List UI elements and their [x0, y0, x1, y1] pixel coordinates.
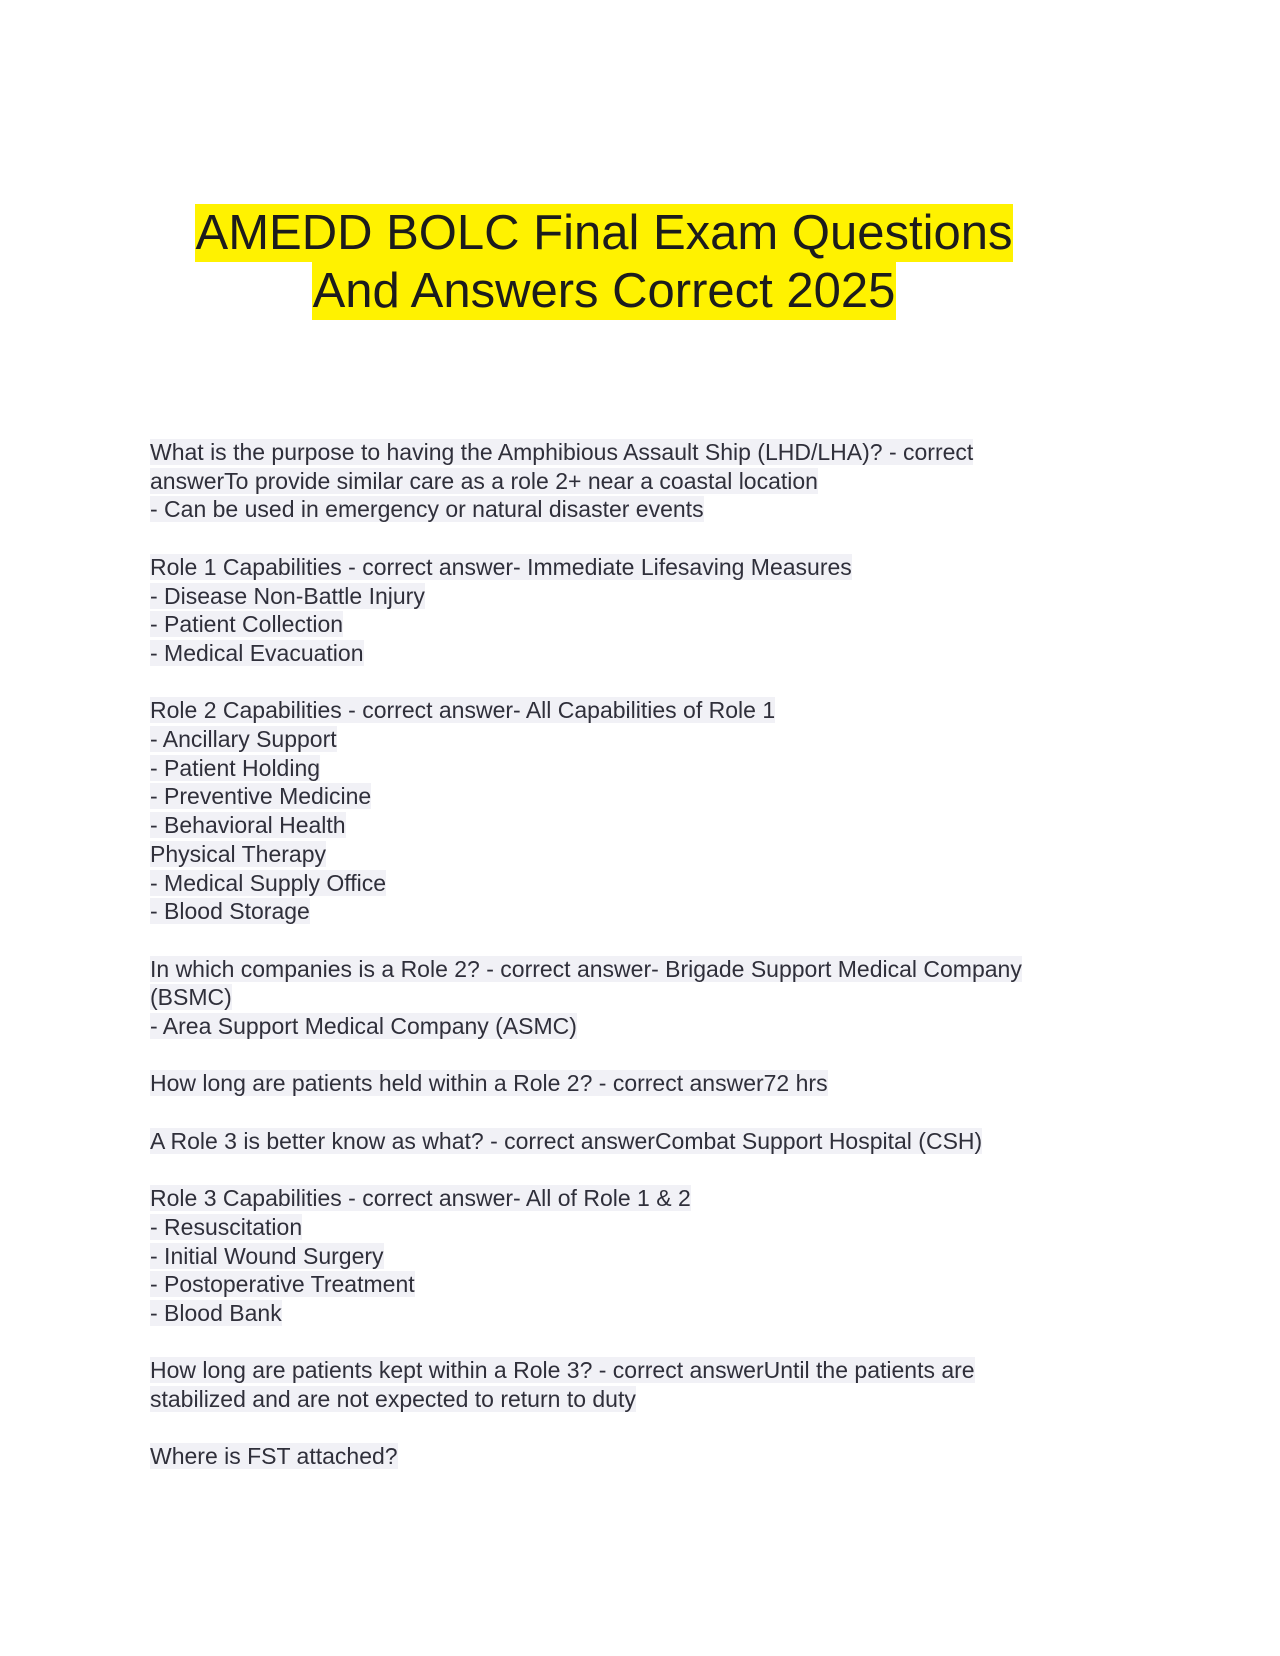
- qa-item-role2-companies: [150, 955, 1110, 1041]
- qa-line: - Area Support Medical Company (ASMC): [150, 1013, 577, 1040]
- qa-line: - Preventive Medicine: [150, 783, 372, 810]
- title-line-2: And Answers Correct 2025: [312, 264, 896, 318]
- qa-item-role3-name: [150, 1127, 1110, 1156]
- qa-line: Role 2 Capabilities - correct answer- All Capabilities of Role 1: [150, 697, 776, 724]
- qa-line: Role 3 Capabilities - correct answer- All of Role 1 & 2: [150, 1185, 691, 1212]
- qa-content: [150, 438, 1110, 1500]
- qa-line: - Initial Wound Surgery: [150, 1242, 384, 1269]
- qa-line: - Blood Storage: [150, 898, 310, 925]
- qa-line: (BSMC): [150, 984, 232, 1011]
- qa-line: - Patient Collection: [150, 611, 344, 638]
- qa-line: stabilized and are not expected to return to duty: [150, 1386, 636, 1413]
- qa-line: - Medical Supply Office: [150, 869, 387, 896]
- qa-line: Where is FST attached?: [150, 1443, 398, 1470]
- qa-item-role3-capabilities: [150, 1184, 1110, 1328]
- qa-line: What is the purpose to having the Amphibious Assault Ship (LHD/LHA)? - correct: [150, 439, 974, 465]
- qa-item-role3-kept-time: [150, 1356, 1110, 1413]
- title-line-1: AMEDD BOLC Final Exam Questions: [195, 206, 1013, 260]
- qa-line: - Resuscitation: [150, 1213, 303, 1240]
- qa-line: In which companies is a Role 2? - correct answer- Brigade Support Medical Company: [150, 955, 1022, 982]
- qa-line: - Blood Bank: [150, 1300, 282, 1326]
- qa-line: - Medical Evacuation: [150, 639, 364, 666]
- qa-line: A Role 3 is better know as what? - correct answerCombat Support Hospital (CSH): [150, 1127, 983, 1154]
- document-title: [0, 204, 1280, 320]
- qa-line: How long are patients kept within a Role 3? - correct answerUntil the patients are: [150, 1357, 975, 1384]
- qa-item-amphibious: [150, 438, 1110, 524]
- qa-line: How long are patients held within a Role 2? - correct answer72 hrs: [150, 1070, 828, 1097]
- qa-line: - Can be used in emergency or natural disaster events: [150, 496, 704, 523]
- qa-line: answerTo provide similar care as a role 2+ near a coastal location: [150, 467, 818, 494]
- qa-item-role2-hold-time: [150, 1069, 1110, 1098]
- qa-line: - Postoperative Treatment: [150, 1271, 415, 1298]
- qa-line: - Disease Non-Battle Injury: [150, 582, 425, 609]
- qa-item-role1-capabilities: [150, 553, 1110, 668]
- qa-line: - Behavioral Health: [150, 812, 346, 839]
- qa-line: - Patient Holding: [150, 754, 321, 781]
- qa-item-fst-attached: [150, 1442, 1110, 1471]
- qa-line: Role 1 Capabilities - correct answer- Immediate Lifesaving Measures: [150, 553, 852, 580]
- qa-line: - Ancillary Support: [150, 726, 337, 752]
- qa-line: Physical Therapy: [150, 840, 326, 867]
- qa-item-role2-capabilities: [150, 696, 1110, 926]
